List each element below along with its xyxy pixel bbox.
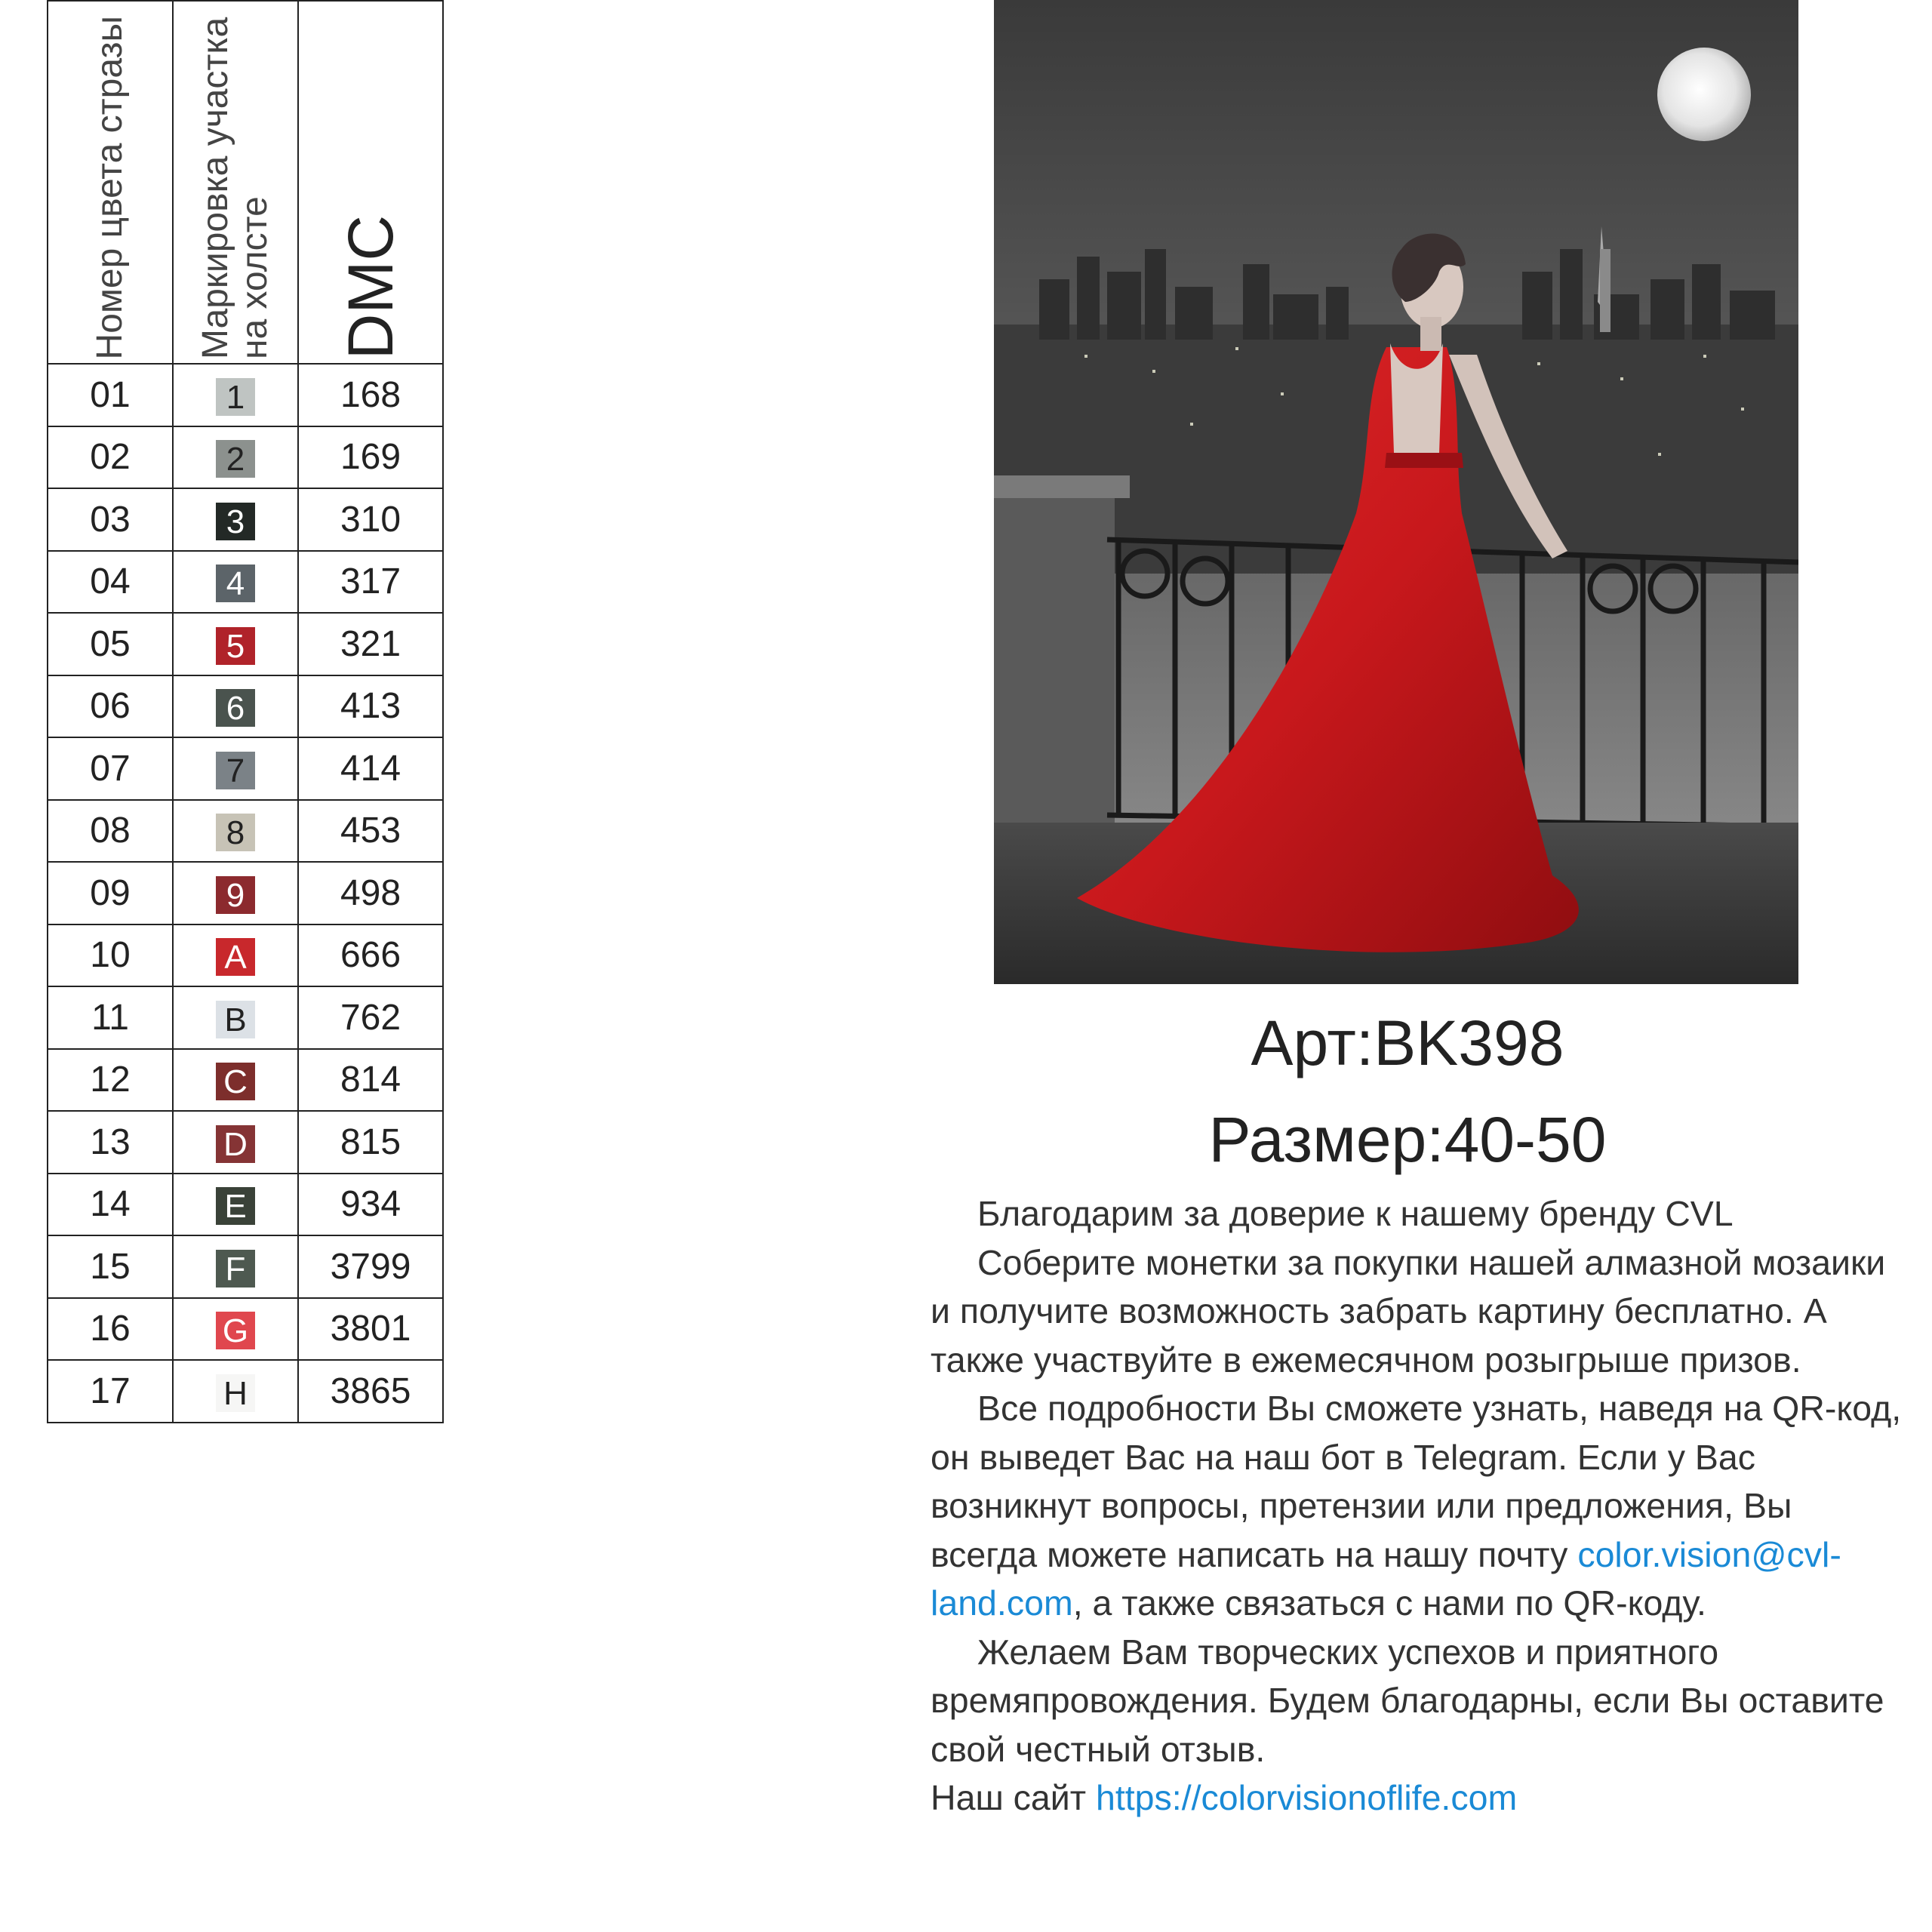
site-link[interactable]: https://colorvisionoflife.com [1095,1778,1518,1817]
coins-paragraph: Соберите монетки за покупки нашей алмазной мозаики и получите возможность забрать картину бесплатно. А также участвуйте в ежемесячном розыгрыше призов. [931,1242,1886,1380]
color-number: 08 [48,800,173,863]
dmc-code: 3865 [298,1360,443,1423]
color-number: 15 [48,1235,173,1298]
color-swatch: H [216,1374,255,1412]
symbol-cell [173,551,298,614]
moon [1657,48,1751,141]
color-swatch: 7 [216,752,255,789]
color-swatch: D [216,1125,255,1163]
color-swatch: G [216,1312,255,1349]
legend-row [48,613,443,675]
color-swatch: C [216,1063,255,1100]
product-picture [994,0,1798,984]
color-number: 17 [48,1360,173,1423]
header-dmc: DMC [298,1,443,364]
symbol-cell [173,613,298,675]
color-number: 10 [48,924,173,987]
symbol-cell [173,488,298,551]
dmc-code: 934 [298,1174,443,1236]
legend-row [48,1174,443,1236]
color-swatch: 5 [216,627,255,665]
dmc-code: 321 [298,613,443,675]
symbol-cell [173,1049,298,1112]
color-number: 16 [48,1298,173,1361]
color-swatch: 6 [216,689,255,727]
color-number: 13 [48,1111,173,1174]
color-number: 11 [48,986,173,1049]
color-swatch: 3 [216,503,255,540]
header-color-number: Номер цвета стразы [48,1,173,364]
dmc-code: 498 [298,862,443,924]
color-swatch: E [216,1187,255,1225]
dmc-code: 3801 [298,1298,443,1361]
dmc-code: 413 [298,675,443,738]
legend-row [48,800,443,863]
legend-row [48,924,443,987]
header-canvas-marking: Маркировка участка на холсте [173,1,298,364]
symbol-cell [173,986,298,1049]
color-number: 02 [48,426,173,489]
info-text [931,1189,1904,1823]
color-swatch: 1 [216,378,255,416]
article-number: Арт:BK398 [1251,1008,1564,1078]
legend-row [48,426,443,489]
symbol-cell [173,1235,298,1298]
dmc-code: 414 [298,737,443,800]
dmc-code: 3799 [298,1235,443,1298]
symbol-cell [173,675,298,738]
color-number: 07 [48,737,173,800]
color-number: 09 [48,862,173,924]
color-number: 01 [48,364,173,426]
color-swatch: 4 [216,565,255,602]
color-swatch: B [216,1001,255,1038]
dmc-code: 453 [298,800,443,863]
dmc-code: 317 [298,551,443,614]
symbol-cell [173,1298,298,1361]
dmc-code: 666 [298,924,443,987]
symbol-cell [173,1111,298,1174]
legend-row [48,551,443,614]
dmc-code: 169 [298,426,443,489]
symbol-cell [173,800,298,863]
legend-row [48,488,443,551]
color-swatch: 2 [216,440,255,478]
symbol-cell [173,862,298,924]
site-paragraph: Наш сайт https://colorvisionoflife.com [931,1778,1518,1817]
contacts-paragraph: Все подробности Вы сможете узнать, наведя на QR-код, он выведет Вас на наш бот в Telegram. Если у Вас возникнут вопросы, претензии или предложения, Вы всегда можете написать на нашу почту color.vision@cvl-land.com, а также связаться с нами по QR-коду. [931,1389,1902,1623]
color-number: 05 [48,613,173,675]
email-link[interactable]: color.vision@cvl-land.com [931,1534,1841,1623]
color-number: 04 [48,551,173,614]
color-number: 12 [48,1049,173,1112]
legend-row [48,1049,443,1112]
legend-row [48,675,443,738]
legend-row [48,986,443,1049]
legend-row [48,1298,443,1361]
size-label: Размер:40-50 [1208,1104,1607,1175]
dmc-code: 815 [298,1111,443,1174]
symbol-cell [173,426,298,489]
color-legend-table [47,0,444,1423]
color-swatch: 8 [216,814,255,851]
symbol-cell [173,1174,298,1236]
legend-row [48,1235,443,1298]
color-number: 14 [48,1174,173,1236]
symbol-cell [173,1360,298,1423]
color-swatch: 9 [216,876,255,914]
legend-row [48,1111,443,1174]
legend-row [48,364,443,426]
color-number: 03 [48,488,173,551]
color-swatch: A [216,938,255,976]
dmc-code: 310 [298,488,443,551]
legend-row [48,862,443,924]
legend-row [48,737,443,800]
symbol-cell [173,924,298,987]
color-number: 06 [48,675,173,738]
legend-body [48,364,443,1423]
thanks-paragraph: Благодарим за доверие к нашему бренду CVL [977,1194,1734,1233]
color-swatch: F [216,1250,255,1287]
symbol-cell [173,364,298,426]
dmc-code: 762 [298,986,443,1049]
dmc-code: 814 [298,1049,443,1112]
dmc-code: 168 [298,364,443,426]
legend-row [48,1360,443,1423]
pillar [994,483,1115,860]
symbol-cell [173,737,298,800]
wishes-paragraph: Желаем Вам творческих успехов и приятного времяпровождения. Будем благодарны, если Вы оставите свой честный отзыв. [931,1632,1884,1769]
